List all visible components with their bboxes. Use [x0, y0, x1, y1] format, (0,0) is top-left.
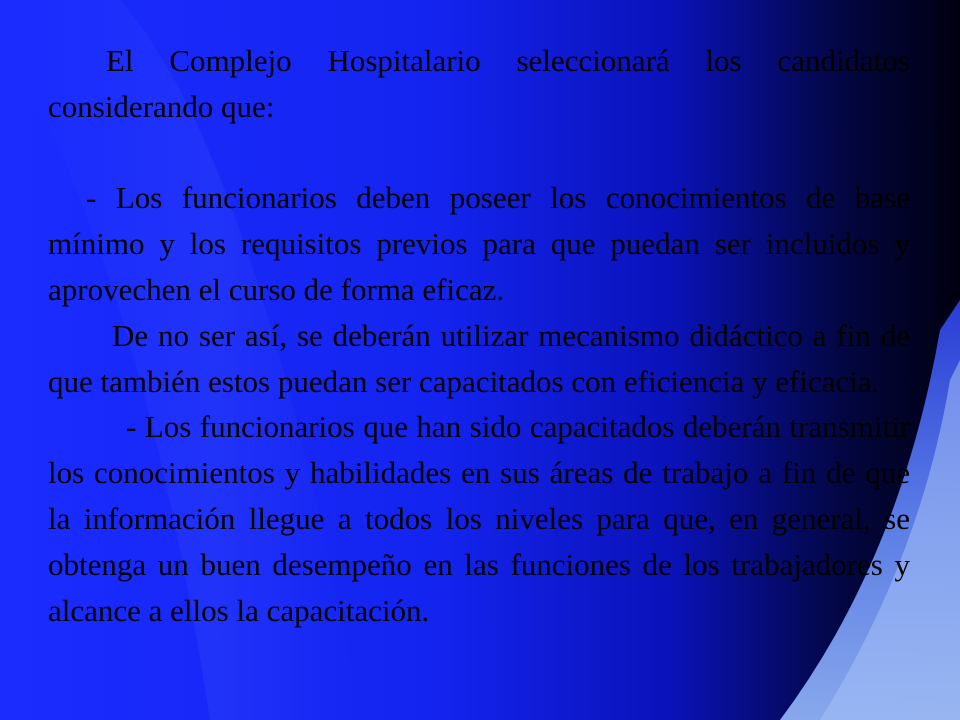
paragraph-alternative: De no ser así, se deberán utilizar mecanismo didáctico a fin de que también estos puedan ser capacitados con eficiencia y eficacia. [48, 317, 910, 399]
spacer [48, 130, 910, 176]
body-text [48, 38, 910, 633]
paragraph-intro: El Complejo Hospitalario seleccionará los candidatos considerando que: [48, 43, 910, 124]
paragraph-requirement-2: - Los funcionarios que han sido capacitados deberán transmitir los conocimientos y habilidades en sus áreas de trabajo a fin de que la información llegue a todos los niveles para que, en general, se obtenga un buen desempeño en las funciones de los trabajadores y alcance a ellos la capacitación. [48, 409, 910, 628]
paragraph-requirement-1: - Los funcionarios deben poseer los conocimientos de base mínimo y los requisitos previos para que puedan ser incluidos y aprovechen el curso de forma eficaz. [48, 180, 910, 307]
